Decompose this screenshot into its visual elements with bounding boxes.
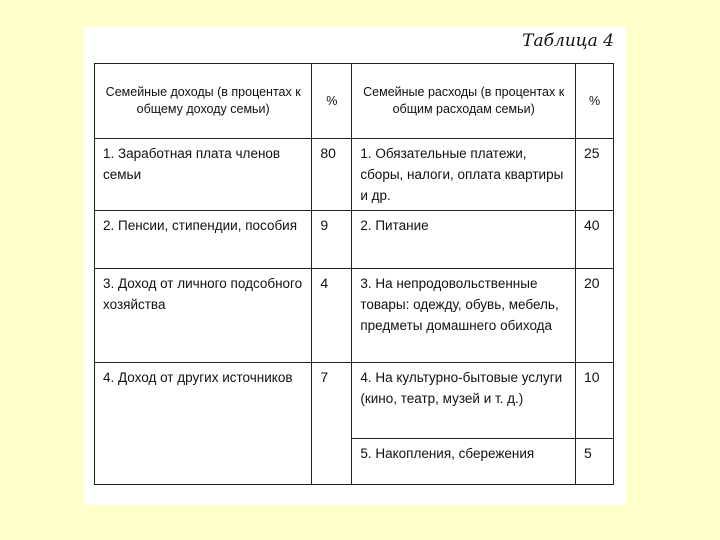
expense-percent-cell: 40 — [576, 211, 614, 269]
header-expense: Семейные расходы (в процентах к общим расходам семьи) — [352, 64, 576, 139]
income-percent-cell: 7 — [312, 363, 352, 485]
table-row — [95, 139, 614, 211]
expense-percent-cell: 10 — [576, 363, 614, 439]
document-page — [84, 27, 626, 505]
expense-percent-cell: 25 — [576, 139, 614, 211]
income-cell: 1. Заработная плата членов семьи — [95, 139, 312, 211]
income-cell: 3. Доход от личного подсобного хозяйства — [95, 269, 312, 363]
expense-cell: 3. На непродовольственные товары: одежду, обувь, мебель, предметы домашнего обихода — [352, 269, 576, 363]
income-percent-cell: 80 — [312, 139, 352, 211]
expense-percent-cell: 20 — [576, 269, 614, 363]
header-expense-percent: % — [576, 64, 614, 139]
table-row — [95, 211, 614, 269]
expense-cell: 4. На культурно-бытовые услуги (кино, театр, музей и т. д.) — [352, 363, 576, 439]
expense-cell: 2. Питание — [352, 211, 576, 269]
income-percent-cell: 9 — [312, 211, 352, 269]
header-income: Семейные доходы (в процентах к общему доходу семьи) — [95, 64, 312, 139]
income-cell: 4. Доход от других источников — [95, 363, 312, 485]
table-row — [95, 269, 614, 363]
income-cell: 2. Пенсии, стипендии, пособия — [95, 211, 312, 269]
income-expense-table — [94, 63, 614, 485]
table-row — [95, 363, 614, 439]
header-income-percent: % — [312, 64, 352, 139]
table-caption: Таблица 4 — [522, 31, 614, 51]
expense-cell: 1. Обязательные платежи, сборы, налоги, оплата квартиры и др. — [352, 139, 576, 211]
table-header-row — [95, 64, 614, 139]
income-percent-cell: 4 — [312, 269, 352, 363]
expense-cell: 5. Накопления, сбережения — [352, 439, 576, 485]
expense-percent-cell: 5 — [576, 439, 614, 485]
